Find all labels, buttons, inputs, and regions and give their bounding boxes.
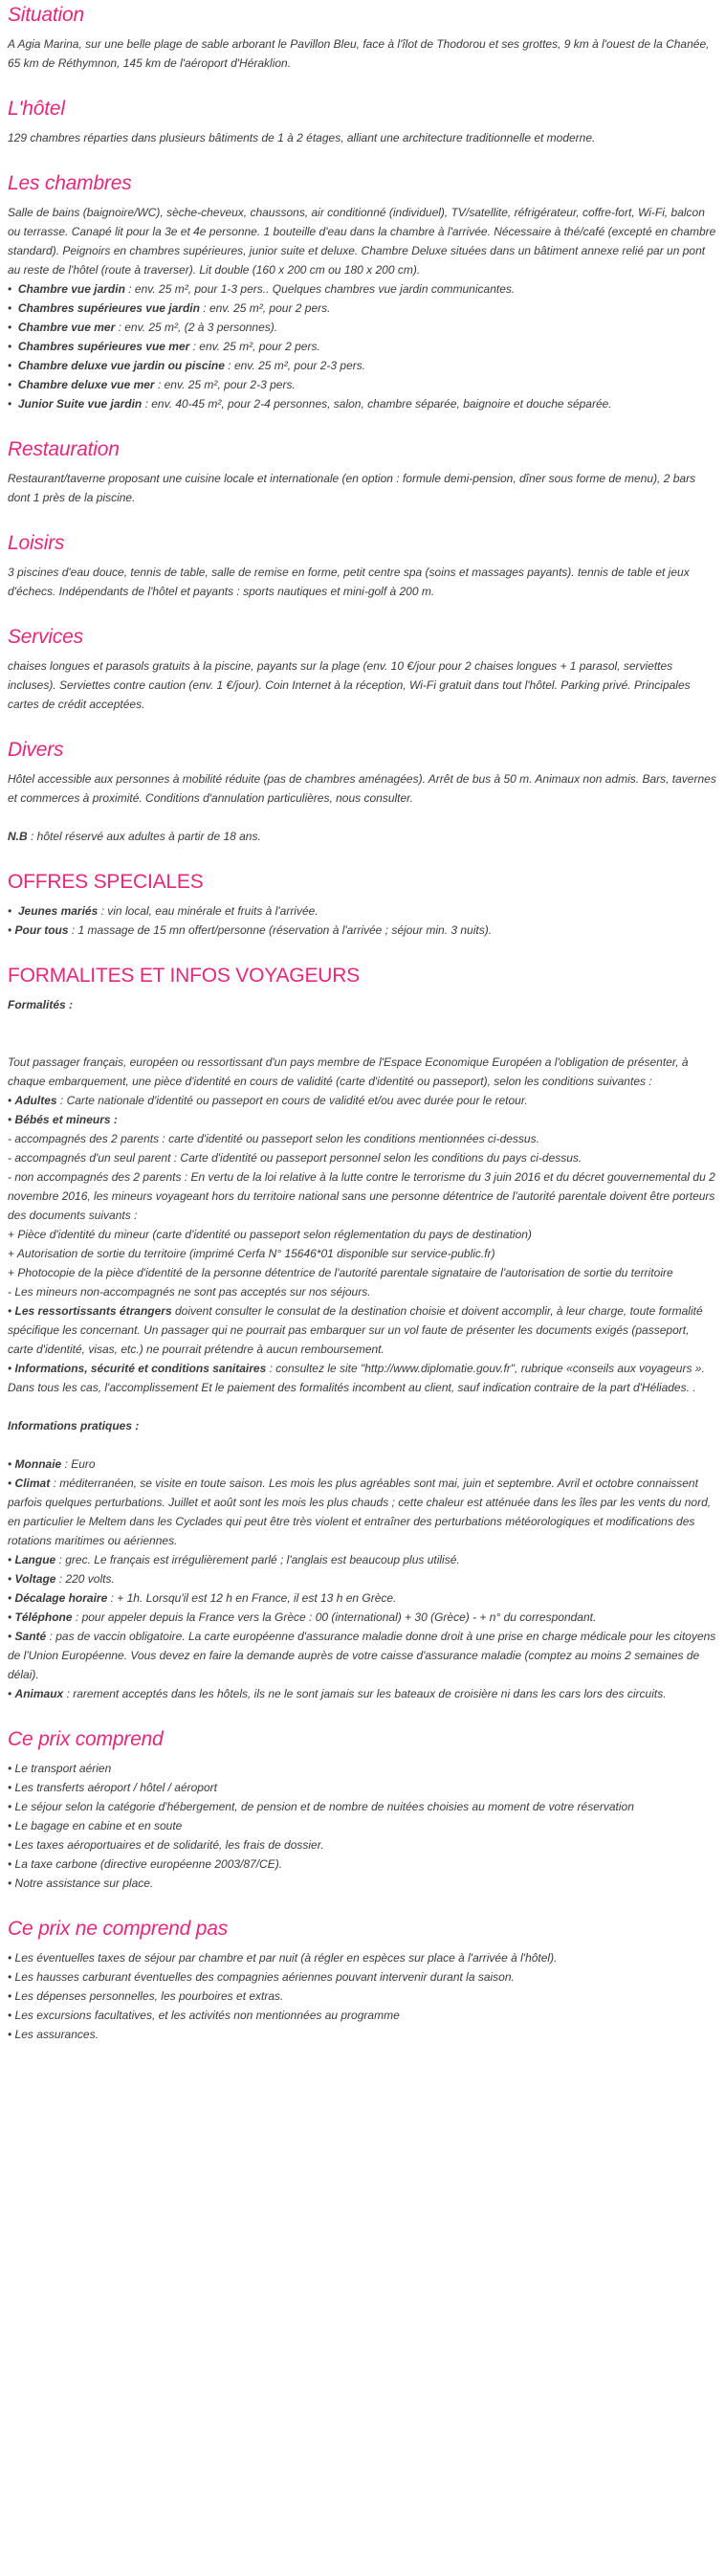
section-loisirs <box>8 532 717 601</box>
bebes-line: + Autorisation de sortie du territoire (imprimé Cerfa N° 15646*01 disponible sur service-public.fr) <box>8 1247 495 1260</box>
section-divers <box>8 739 717 846</box>
section-title-formalites: FORMALITES ET INFOS VOYAGEURS <box>8 965 360 987</box>
adultes-item: • Adultes : Carte nationale d'identité ou passeport en cours de validité et/ou avec durée pour le retour. <box>8 1094 528 1107</box>
services-text: chaises longues et parasols gratuits à la piscine, payants sur la plage (env. 10 €/jour pour 2 chaises longues + 1 parasol, serviettes incluses). Serviettes contre caution (env. 1 €/jour). Coin Internet à la réception, Wi-Fi gratuit dans tout l'hôtel. Parking privé. Principales cartes de crédit acceptées. <box>8 659 691 711</box>
bebes-line: - accompagnés d'un seul parent : Carte d'identité ou passeport personnel selon les conditions du pays ci-dessus. <box>8 1151 582 1165</box>
room-item: • Chambres supérieures vue mer : env. 25 m², pour 2 pers. <box>8 340 320 353</box>
comprend-item: • Le bagage en cabine et en soute <box>8 1819 183 1832</box>
section-comprend <box>8 1728 717 1893</box>
pratique-item: • Animaux : rarement acceptés dans les hôtels, ils ne le sont jamais sur les bateaux de croisière ni dans les cars lors des circuits. <box>8 1687 667 1700</box>
section-offres <box>8 871 717 940</box>
room-list <box>8 279 717 413</box>
room-item: • Chambre deluxe vue jardin ou piscine : env. 25 m², pour 2-3 pers. <box>8 359 366 372</box>
pratique-name: Santé <box>14 1630 47 1643</box>
bebes-item: • Bébés et mineurs : <box>8 1113 118 1126</box>
pratique-desc: : pour appeler depuis la France vers la Grèce : 00 (international) + 30 (Grèce) - + n° du correspondant. <box>72 1610 597 1624</box>
bebes-line: + Photocopie de la pièce d'identité de la personne détentrice de l'autorité parentale signataire de l'autorisation de sortie du territoire <box>8 1266 673 1279</box>
section-title-services: Services <box>8 626 83 648</box>
pratique-desc: : grec. Le français est irrégulièrement parlé ; l'anglais est beaucoup plus utilisé. <box>55 1553 460 1566</box>
room-desc: : env. 40-45 m², pour 2-4 personnes, salon, chambre séparée, baignoire et douche séparée. <box>142 397 612 411</box>
loisirs-text: 3 piscines d'eau douce, tennis de table, salle de remise en forme, petit centre spa (soins et massages payants). tennis de table et jeux d'échecs. Indépendants de l'hôtel et payants : sports nautiques et mini-golf à 200 m. <box>8 566 690 598</box>
formalites-subtitle: Formalités : <box>8 998 74 1011</box>
offer-item: • Jeunes mariés : vin local, eau minérale et fruits à l'arrivée. <box>8 904 319 918</box>
room-desc: : env. 25 m², pour 2-3 pers. <box>224 359 366 372</box>
section-title-ne-comprend: Ce prix ne comprend pas <box>8 1918 229 1940</box>
section-chambres <box>8 172 717 413</box>
pratique-item: • Décalage horaire : + 1h. Lorsqu'il est 12 h en France, il est 13 h en Grèce. <box>8 1591 397 1605</box>
adultes-label: Adultes <box>14 1094 57 1107</box>
pratique-name: Décalage horaire <box>14 1591 108 1605</box>
section-title-restauration: Restauration <box>8 438 120 460</box>
offer-desc: : 1 massage de 15 mn offert/personne (réservation à l'arrivée ; séjour min. 3 nuits). <box>68 923 493 937</box>
etrangers-label: Les ressortissants étrangers <box>14 1304 172 1318</box>
situation-text: A Agia Marina, sur une belle plage de sable arborant le Pavillon Bleu, face à l'îlot de Thodorou et ses grottes, 9 km à l'ouest de la Chanée, 65 km de Réthymnon, 145 km de l'aéroport d'Héraklion. <box>8 37 710 70</box>
room-item: • Chambre vue mer : env. 25 m², (2 à 3 personnes). <box>8 321 278 334</box>
room-item: • Chambre vue jardin : env. 25 m², pour 1-3 pers.. Quelques chambres vue jardin communicantes. <box>8 282 516 296</box>
infos-label: Informations, sécurité et conditions sanitaires <box>14 1362 267 1375</box>
room-item: • Chambre deluxe vue mer : env. 25 m², pour 2-3 pers. <box>8 378 296 391</box>
comprend-item: • Notre assistance sur place. <box>8 1876 154 1890</box>
etrangers-text: doivent consulter le consulat de la destination choisie et doivent accomplir, à leur charge, toute formalité spécifique les concernant. Un passager qui ne pourrait pas embarquer sur un vol faute de présenter les documents exigés (passeport, carte d'identité, visas, etc.) ne pourrait prétendre à aucun remboursement. <box>8 1304 703 1356</box>
nb-label: N.B <box>8 830 28 843</box>
room-name: Chambres supérieures vue jardin <box>17 301 200 315</box>
section-title-loisirs: Loisirs <box>8 532 65 554</box>
room-name: Chambre vue jardin <box>17 282 125 296</box>
room-desc: : env. 25 m², pour 2 pers. <box>199 301 331 315</box>
pratique-name: Langue <box>14 1553 56 1566</box>
offer-desc: : vin local, eau minérale et fruits à l'arrivée. <box>98 904 319 918</box>
room-name: Chambre deluxe vue mer <box>17 378 155 391</box>
infos-item: • Informations, sécurité et conditions sanitaires : consultez le site "http://www.diplomatie.gouv.fr", rubrique «conseils aux voyageurs ». Dans tous les cas, l'accomplissement Et le paiement des formalités incombent au client, sauf indication contraire de la part d'Héliades. . <box>8 1362 705 1394</box>
comprend-item: • La taxe carbone (directive européenne 2003/87/CE). <box>8 1857 283 1871</box>
bebes-label: Bébés et mineurs : <box>14 1113 118 1126</box>
offer-name: Jeunes mariés <box>17 904 99 918</box>
room-item: • Chambres supérieures vue jardin : env. 25 m², pour 2 pers. <box>8 301 331 315</box>
pratique-item: • Langue : grec. Le français est irrégulièrement parlé ; l'anglais est beaucoup plus utilisé. <box>8 1553 460 1566</box>
ne-comprend-item: • Les éventuelles taxes de séjour par chambre et par nuit (à régler en espèces sur place à l'arrivée à l'hôtel). <box>8 1951 558 1965</box>
bebes-line: - Les mineurs non-accompagnés ne sont pas acceptés sur nos séjours. <box>8 1285 371 1299</box>
hotel-text: 129 chambres réparties dans plusieurs bâtiments de 1 à 2 étages, alliant une architecture traditionnelle et moderne. <box>8 131 596 144</box>
nb-note <box>8 827 717 846</box>
room-desc: : env. 25 m², (2 à 3 personnes). <box>115 321 278 334</box>
pratique-desc: : rarement acceptés dans les hôtels, ils ne le sont jamais sur les bateaux de croisière ni dans les cars lors des circuits. <box>63 1687 667 1700</box>
room-name: Chambres supérieures vue mer <box>17 340 190 353</box>
comprend-item: • Les taxes aéroportuaires et de solidarité, les frais de dossier. <box>8 1838 324 1852</box>
bebes-line: - accompagnés des 2 parents : carte d'identité ou passeport selon les conditions mentionnées ci-dessus. <box>8 1132 539 1145</box>
section-title-offres: OFFRES SPECIALES <box>8 871 204 893</box>
offer-name: Pour tous <box>14 923 69 937</box>
room-name: Junior Suite vue jardin <box>17 397 143 411</box>
infos-text: : consultez le site "http://www.diplomatie.gouv.fr", rubrique «conseils aux voyageurs ». Dans tous les cas, l'accomplissement Et le paiement des formalités incombent au client, sauf indication contraire de la part d'Héliades. . <box>8 1362 705 1394</box>
comprend-item: • Le séjour selon la catégorie d'hébergement, de pension et de nombre de nuitées choisies au moment de votre réservation <box>8 1800 634 1813</box>
ne-comprend-item: • Les dépenses personnelles, les pourboires et extras. <box>8 1989 284 2003</box>
section-formalites <box>8 965 717 1703</box>
etrangers-item: • Les ressortissants étrangers doivent consulter le consulat de la destination choisie et doivent accomplir, à leur charge, toute formalité spécifique les concernant. Un passager qui ne pourrait pas embarquer sur un vol faute de présenter les documents exigés (passeport, carte d'identité, visas, etc.) ne pourrait prétendre à aucun remboursement. <box>8 1304 703 1356</box>
ne-comprend-item: • Les hausses carburant éventuelles des compagnies aériennes pouvant intervenir durant la saison. <box>8 1970 515 1984</box>
pratique-item: • Voltage : 220 volts. <box>8 1572 115 1586</box>
pratique-item: • Climat : méditerranéen, se visite en toute saison. Les mois les plus agréables sont mai, juin et septembre. Avril et octobre connaissent parfois quelques perturbations. Juillet et août sont les mois les plus chauds ; cette chaleur est atténuée dans les îles par les vents du nord, en particulier le Meltem dans les Cyclades qui peut être très violent et entraîner des perturbations météorologiques et modifications des rotations maritimes ou aériennes. <box>8 1477 712 1547</box>
pratique-name: Animaux <box>14 1687 64 1700</box>
room-desc: : env. 25 m², pour 2 pers. <box>189 340 320 353</box>
room-name: Chambre vue mer <box>17 321 116 334</box>
section-services <box>8 626 717 714</box>
pratique-desc: : pas de vaccin obligatoire. La carte européenne d'assurance maladie donne droit à une prise en charge médicale pour les citoyens de l'Union Européenne. Vous devez en faire la demande auprès de votre caisse d'assurance maladie (comptez au moins 2 semaines de délai). <box>8 1630 716 1681</box>
offer-item: • Pour tous : 1 massage de 15 mn offert/personne (réservation à l'arrivée ; séjour min. 3 nuits). <box>8 923 493 937</box>
section-restauration <box>8 438 717 507</box>
restauration-text: Restaurant/taverne proposant une cuisine locale et internationale (en option : formule demi-pension, dîner sous forme de menu), 2 bars dont 1 près de la piscine. <box>8 472 696 504</box>
pratique-name: Voltage <box>14 1572 56 1586</box>
pratique-desc: : méditerranéen, se visite en toute saison. Les mois les plus agréables sont mai, juin et septembre. Avril et octobre connaissent parfois quelques perturbations. Juillet et août sont les mois les plus chauds ; cette chaleur est atténuée dans les îles par les vents du nord, en particulier le Meltem dans les Cyclades qui peut être très violent et entraîner des perturbations météorologiques et modifications des rotations maritimes ou aériennes. <box>8 1477 712 1547</box>
pratique-item: • Monnaie : Euro <box>8 1457 96 1471</box>
pratique-item: • Téléphone : pour appeler depuis la France vers la Grèce : 00 (international) + 30 (Grèce) - + n° du correspondant. <box>8 1610 597 1624</box>
section-situation <box>8 0 717 73</box>
section-title-chambres: Les chambres <box>8 172 132 194</box>
pratique-desc: : Euro <box>61 1457 96 1471</box>
room-desc: : env. 25 m², pour 2-3 pers. <box>154 378 296 391</box>
pratiques-title: Informations pratiques : <box>8 1419 140 1432</box>
room-name: Chambre deluxe vue jardin ou piscine <box>17 359 225 372</box>
nb-text: : hôtel réservé aux adultes à partir de 18 ans. <box>27 830 261 843</box>
pratique-name: Monnaie <box>14 1457 62 1471</box>
adultes-text: : Carte nationale d'identité ou passeport en cours de validité et/ou avec durée pour le retour. <box>56 1094 528 1107</box>
section-title-comprend: Ce prix comprend <box>8 1728 164 1750</box>
section-title-divers: Divers <box>8 739 64 761</box>
bebes-line: - non accompagnés des 2 parents : En vertu de la loi relative à la lutte contre le terrorisme du 3 juin 2016 et du décret gouvernemental du 2 novembre 2016, les mineurs voyageant hors du territoire national sans une personne détentrice de l'autorité parentale doivent être porteurs des documents suivants : <box>8 1170 715 1222</box>
ne-comprend-item: • Les excursions facultatives, et les activités non mentionnées au programme <box>8 2009 400 2022</box>
pratique-desc: : + 1h. Lorsqu'il est 12 h en France, il est 13 h en Grèce. <box>107 1591 397 1605</box>
pratique-item: • Santé : pas de vaccin obligatoire. La carte européenne d'assurance maladie donne droit à une prise en charge médicale pour les citoyens de l'Union Européenne. Vous devez en faire la demande auprès de votre caisse d'assurance maladie (comptez au moins 2 semaines de délai). <box>8 1630 716 1681</box>
pratique-name: Climat <box>14 1477 51 1490</box>
comprend-item: • Les transferts aéroport / hôtel / aéroport <box>8 1781 217 1794</box>
room-item: • Junior Suite vue jardin : env. 40-45 m², pour 2-4 personnes, salon, chambre séparée, baignoire et douche séparée. <box>8 397 612 411</box>
section-title-hotel: L'hôtel <box>8 98 65 120</box>
section-title-situation: Situation <box>8 4 84 26</box>
formalites-intro: Tout passager français, européen ou ressortissant d'un pays membre de l'Espace Economique Européen a l'obligation de présenter, à chaque embarquement, une pièce d'identité en cours de validité (carte d'identité ou passeport), selon les conditions suivantes : <box>8 1055 689 1088</box>
chambres-text: Salle de bains (baignoire/WC), sèche-cheveux, chaussons, air conditionné (individuel), TV/satellite, réfrigérateur, coffre-fort, Wi-Fi, balcon ou terrasse. Canapé lit pour la 3e et 4e personne. 1 bouteille d'eau dans la chambre à l'arrivée. Nécessaire à thé/café (excepté en chambre standard). Peignoirs en chambres supérieures, junior suite et deluxe. Chambre Deluxe situées dans un bâtiment annexe relié par un pont au reste de l'hôtel (route à traverser). Lit double (160 x 200 cm ou 180 x 200 cm). <box>8 206 716 277</box>
divers-text: Hôtel accessible aux personnes à mobilité réduite (pas de chambres aménagées). Arrêt de bus à 50 m. Animaux non admis. Bars, tavernes et commerces à proximité. Conditions d'annulation particulières, nous consulter. <box>8 772 716 805</box>
ne-comprend-item: • Les assurances. <box>8 2028 99 2041</box>
section-hotel <box>8 98 717 147</box>
pratique-desc: : 220 volts. <box>55 1572 115 1586</box>
room-desc: : env. 25 m², pour 1-3 pers.. Quelques chambres vue jardin communicantes. <box>124 282 516 296</box>
section-ne-comprend <box>8 1918 717 2044</box>
comprend-item: • Le transport aérien <box>8 1762 112 1775</box>
bebes-line: + Pièce d'identité du mineur (carte d'identité ou passeport selon réglementation du pays de destination) <box>8 1228 532 1241</box>
pratique-name: Téléphone <box>14 1610 73 1624</box>
